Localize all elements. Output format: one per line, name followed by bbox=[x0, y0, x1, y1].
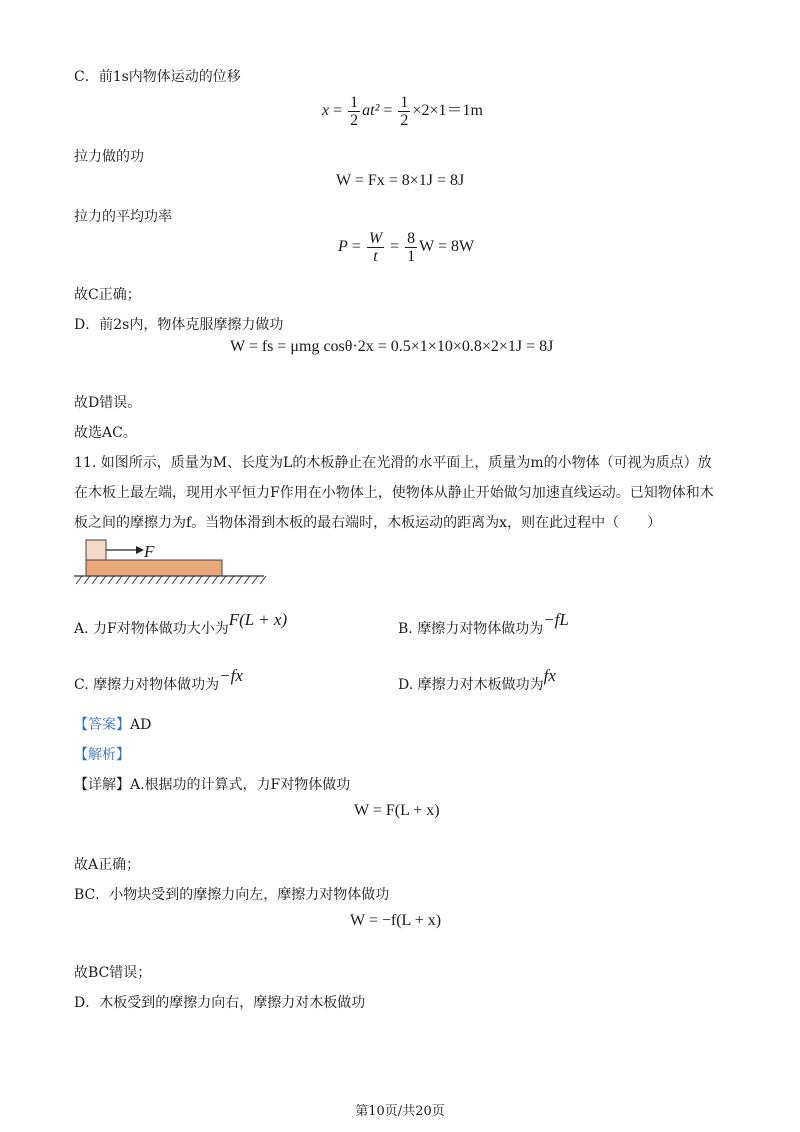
answer-line bbox=[74, 714, 151, 734]
detail-equation-1: W = F(L + x) bbox=[354, 802, 440, 819]
work-label: 拉力做的功 bbox=[74, 149, 144, 165]
equation-friction-work: W = fs = μmg cosθ·2x = 0.5×1×10×0.8×2×1J = 8J bbox=[230, 338, 554, 355]
section-d-conclusion: 故D错误。 bbox=[74, 395, 142, 411]
q11-line3: 板之间的摩擦力为f。当物体滑到木板的最右端时，木板运动的距离为x，则在此过程中（ ） bbox=[74, 515, 662, 531]
q11-line1: 11. 如图所示，质量为M、长度为L的木板静止在光滑的水平面上，质量为m的小物体（可视为质点）放 bbox=[74, 455, 712, 471]
page-footer: 第10页/共20页 bbox=[355, 1104, 445, 1119]
option-b: B. 摩擦力对物体做功为−fL bbox=[398, 610, 569, 637]
equation-power: P = $\frac{W}{t}$ = $\frac{8}{1}$ W = 8W bbox=[338, 230, 475, 265]
equation-work: W = Fx = 8×1J = 8J bbox=[336, 172, 465, 189]
option-a: A. 力F对物体做功大小为F(L + x) bbox=[74, 610, 288, 637]
force-label: F bbox=[144, 542, 155, 561]
option-c: C. 摩擦力对物体做功为−fx bbox=[74, 666, 243, 693]
board-block-figure bbox=[74, 538, 270, 588]
section-c-intro: C．前1s内物体运动的位移 bbox=[74, 69, 241, 85]
force-arrowhead bbox=[136, 546, 144, 554]
detail-line-a: 【详解】A.根据功的计算式，力F对物体做功 bbox=[74, 777, 351, 793]
answer-tag: 【答案】 bbox=[74, 717, 130, 733]
section-d-intro: D．前2s内，物体克服摩擦力做功 bbox=[74, 317, 284, 333]
ground-hatching bbox=[76, 576, 266, 584]
power-label: 拉力的平均功率 bbox=[74, 209, 172, 225]
detail-line-bc: BC．小物块受到的摩擦力向左，摩擦力对物体做功 bbox=[74, 887, 390, 903]
equation-displacement: x = $\frac{1}{2}$ at² = $\frac{1}{2}$ ×2×1＝1m bbox=[322, 94, 483, 129]
detail-conclusion-bc: 故BC错误； bbox=[74, 965, 152, 981]
small-block bbox=[86, 540, 106, 560]
choice-statement: 故选AC。 bbox=[74, 425, 137, 441]
answer-value: AD bbox=[130, 717, 152, 733]
wooden-board bbox=[86, 560, 222, 576]
detail-line-d: D．木板受到的摩擦力向右，摩擦力对木板做功 bbox=[74, 995, 366, 1011]
option-d: D. 摩擦力对木板做功为fx bbox=[398, 666, 556, 693]
detail-equation-2: W = −f(L + x) bbox=[350, 912, 442, 929]
q11-line2: 在木板上最左端，现用水平恒力F作用在小物体上，使物体从静止开始做匀加速直线运动。已知物体和木 bbox=[74, 485, 714, 501]
analysis-tag: 【解析】 bbox=[74, 747, 130, 763]
detail-conclusion-a: 故A正确； bbox=[74, 857, 141, 873]
section-c-conclusion: 故C正确； bbox=[74, 287, 141, 303]
